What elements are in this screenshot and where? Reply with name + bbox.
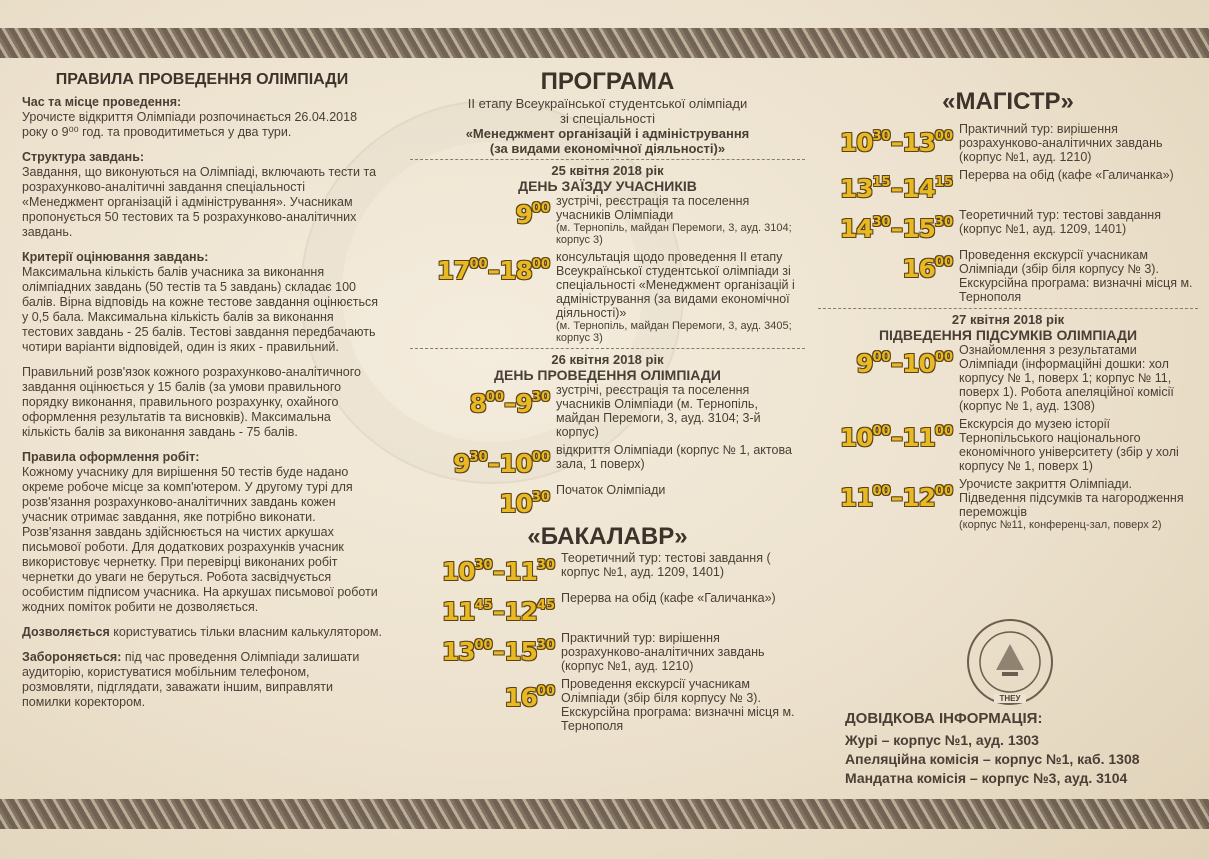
master-column <box>818 88 1198 535</box>
master-schedule <box>818 122 1198 304</box>
time-start-hour: 11 <box>441 597 475 626</box>
schedule-desc <box>561 631 805 673</box>
rule-section <box>22 150 382 240</box>
schedule-time <box>410 443 556 479</box>
reference-info <box>845 710 1195 788</box>
time-start-min: 00 <box>872 350 891 365</box>
rule-text: Урочисте відкриття Олімпіади розпочинається 26.04.2018 року о 9⁰⁰ год. та проводитиметься у два тури. <box>22 110 358 139</box>
time-start-min: 30 <box>872 215 891 230</box>
rule-section <box>22 450 382 615</box>
reference-title: ДОВІДКОВА ІНФОРМАЦІЯ: <box>845 710 1043 727</box>
schedule-text: Початок Олімпіади <box>556 483 666 497</box>
schedule-item <box>410 250 805 344</box>
schedule-item <box>410 677 805 733</box>
day1-heading: ДЕНЬ ЗАЇЗДУ УЧАСНИКІВ <box>518 178 697 194</box>
time-end-min: 45 <box>536 598 555 613</box>
schedule-item <box>818 417 1198 473</box>
schedule-desc <box>561 591 776 605</box>
schedule-time <box>410 551 561 587</box>
rule-section <box>22 250 382 355</box>
schedule-text: Ознайомлення з результатами Олімпіади (інформаційні дошки: хол корпусу № 1, поверх 1; корпус № 11, поверх 1). Робота апеляційної комісії (корпус № 1, ауд. 1308) <box>959 343 1174 413</box>
rule-heading: Критерії оцінювання завдань: <box>22 250 209 264</box>
time-start-hour: 17 <box>436 256 470 285</box>
rule-heading: Час та місце проведення: <box>22 95 182 109</box>
schedule-time <box>818 248 959 284</box>
day2-schedule <box>410 383 805 519</box>
time-start-min: 15 <box>872 175 891 190</box>
time-start-min: 30 <box>474 558 493 573</box>
schedule-item <box>818 477 1198 531</box>
rule-text: Кожному учаснику для вирішення 50 тестів буде надано окреме робоче місце за комп'ютером. У другому турі для розв'язання розрахунково-аналітичних завдань кожен учасник отримає завдання, яке потрібно виконати. Розв'язання завдань здійснюється на чистих аркушах письмової роботи. Для додаткових розрахунків учасник використовує чернетку. При перевірці виконаних робіт чернетки до уваги не беруться. Робота засвідчується особистим підписом учасника. На аркушах письмової роботи жодних поміток робити не дозволяється. <box>22 465 378 614</box>
schedule-item <box>818 248 1198 304</box>
day1-schedule <box>410 194 805 344</box>
schedule-item <box>818 122 1198 164</box>
time-start-min: 30 <box>469 450 488 465</box>
time-dash: – <box>890 349 903 378</box>
schedule-time <box>410 631 561 667</box>
schedule-text: Урочисте закриття Олімпіади. Підведення підсумків та нагородження переможців <box>959 477 1184 519</box>
schedule-desc <box>561 551 805 579</box>
schedule-text: Перерва на обід (кафе «Галичанка») <box>561 591 776 605</box>
schedule-text: Теоретичний тур: тестові завдання ( корпус №1, ауд. 1209, 1401) <box>561 551 771 579</box>
master-title: «МАГІСТР» <box>942 88 1074 115</box>
time-end-hour: 11 <box>902 423 935 452</box>
day1-date: 25 квітня 2018 рік <box>551 163 664 178</box>
schedule-text: Теоретичний тур: тестові завдання (корпус №1, ауд. 1209, 1401) <box>959 208 1161 236</box>
bachelor-schedule <box>410 551 805 733</box>
time-start-hour: 13 <box>839 174 873 203</box>
time-end-hour: 15 <box>504 637 537 666</box>
divider <box>410 159 805 160</box>
rule-section <box>22 95 382 140</box>
time-dash: – <box>487 256 500 285</box>
time-end-min: 30 <box>531 390 550 405</box>
schedule-desc <box>556 383 805 439</box>
schedule-time <box>410 483 556 519</box>
schedule-item <box>818 168 1198 204</box>
schedule-desc <box>959 343 1198 413</box>
time-end-hour: 10 <box>499 449 532 478</box>
rules-sections <box>22 95 382 615</box>
reference-line: Мандатна комісія – корпус №3, ауд. 3104 <box>845 770 1128 786</box>
forbidden-label: Забороняється: <box>22 650 122 664</box>
schedule-text: Екскурсія до музею історії Тернопільського національного економічного університету (збір у холі корпусу № 1, поверх 1) <box>959 417 1179 473</box>
schedule-time <box>818 122 959 158</box>
reference-lines <box>845 731 1195 788</box>
schedule-text: Перерва на обід (кафе «Галичанка») <box>959 168 1174 182</box>
day3-schedule <box>818 343 1198 531</box>
schedule-desc <box>959 417 1198 473</box>
schedule-text: Практичний тур: вирішення розрахунково-аналітичних завдань (корпус №1, ауд. 1210) <box>959 122 1163 164</box>
schedule-text: Проведення екскурсії учасникам Олімпіади (збір біля корпусу № 3). Екскурсійна програма: визначні місця м. Тернополя <box>561 677 795 733</box>
schedule-time <box>818 168 959 204</box>
program-column <box>410 68 805 737</box>
schedule-item <box>818 208 1198 244</box>
schedule-time <box>818 477 959 513</box>
day3-date: 27 квітня 2018 рік <box>951 312 1065 327</box>
forbidden-paragraph <box>22 650 382 710</box>
allowed-paragraph <box>22 625 382 640</box>
schedule-desc <box>959 168 1174 182</box>
schedule-time <box>410 250 556 286</box>
time-end-hour: 12 <box>902 483 935 512</box>
schedule-text: Проведення екскурсії учасникам Олімпіади (збір біля корпусу № 3). Екскурсійна програма: визначні місця м. Тернополя <box>959 248 1193 304</box>
schedule-desc <box>556 483 665 497</box>
rule-section <box>22 365 382 440</box>
time-start-min: 30 <box>531 490 550 505</box>
schedule-item <box>410 591 805 627</box>
program-sub-3: «Менеджмент організацій і адміністрування <box>465 126 750 141</box>
time-dash: – <box>890 214 903 243</box>
time-end-hour: 14 <box>902 174 935 203</box>
time-start-min: 30 <box>872 129 891 144</box>
program-sub-2: зі спеціальності <box>560 111 655 126</box>
schedule-text: зустрічі, реєстрація та поселення учасників Олімпіади (м. Тернопіль, майдан Перемоги, 3, ауд. 3104; 3-й корпус) <box>556 383 761 439</box>
time-end-hour: 15 <box>902 214 935 243</box>
schedule-desc <box>561 677 805 733</box>
time-start-min: 00 <box>469 257 488 272</box>
schedule-desc <box>556 443 805 471</box>
schedule-text: зустрічі, реєстрація та поселення учасників Олімпіади <box>556 194 750 222</box>
program-title: ПРОГРАМА <box>540 68 675 95</box>
time-start-min: 00 <box>536 684 555 699</box>
time-end-hour: 10 <box>902 349 935 378</box>
divider <box>818 308 1198 309</box>
divider <box>410 348 805 349</box>
schedule-desc <box>959 477 1198 531</box>
university-logo-icon <box>966 618 1054 706</box>
rules-title: ПРАВИЛА ПРОВЕДЕННЯ ОЛІМПІАДИ <box>55 71 349 88</box>
schedule-desc <box>556 250 805 344</box>
time-start-hour: 14 <box>839 214 873 243</box>
time-start-hour: 11 <box>839 483 873 512</box>
schedule-time <box>410 677 561 713</box>
time-dash: – <box>492 637 505 666</box>
schedule-location: (м. Тернопіль, майдан Перемоги, 3, ауд. 3104; корпус 3) <box>556 222 792 246</box>
time-end-min: 00 <box>531 257 550 272</box>
time-start-hour: 10 <box>441 557 475 586</box>
schedule-desc <box>556 194 805 246</box>
time-start-min: 00 <box>531 201 550 216</box>
rule-heading: Правила оформлення робіт: <box>22 450 200 464</box>
day2-date: 26 квітня 2018 рік <box>551 352 664 367</box>
time-start-hour: 16 <box>902 254 935 283</box>
schedule-item <box>410 443 805 479</box>
schedule-time <box>410 194 556 230</box>
time-start-hour: 8 <box>469 389 486 418</box>
time-end-min: 00 <box>934 129 953 144</box>
schedule-location: (корпус №11, конференц-зал, поверх 2) <box>959 519 1162 531</box>
time-end-hour: 11 <box>504 557 537 586</box>
logo-text: ТНЕУ <box>994 694 1026 703</box>
time-end-hour: 13 <box>902 128 935 157</box>
time-dash: – <box>487 449 500 478</box>
schedule-text: консультація щодо проведення ІІ етапу Всеукраїнської студентської олімпіади зі спеціальності «Менеджмент організацій і адміністрування (за видами економічної діяльності)» <box>556 250 795 320</box>
program-sub-4: (за видами економічної діяльності)» <box>489 141 726 156</box>
time-end-min: 00 <box>934 484 953 499</box>
schedule-item <box>410 631 805 673</box>
schedule-location: (м. Тернопіль, майдан Перемоги, 3, ауд. 3405; корпус 3) <box>556 320 792 344</box>
day2-heading: ДЕНЬ ПРОВЕДЕННЯ ОЛІМПІАДИ <box>494 367 721 383</box>
decorative-rope-top <box>0 28 1209 58</box>
bachelor-title: «БАКАЛАВР» <box>527 523 688 550</box>
program-sub-1: ІІ етапу Всеукраїнської студентської олімпіади <box>467 96 748 111</box>
time-end-hour: 18 <box>499 256 532 285</box>
time-end-hour: 9 <box>515 389 532 418</box>
time-end-min: 15 <box>934 175 953 190</box>
time-dash: – <box>890 174 903 203</box>
time-dash: – <box>890 483 903 512</box>
time-start-hour: 10 <box>839 423 873 452</box>
schedule-item <box>410 483 805 519</box>
time-dash: – <box>492 557 505 586</box>
university-logo <box>966 618 1054 706</box>
time-start-hour: 10 <box>839 128 873 157</box>
rule-heading: Структура завдань: <box>22 150 145 164</box>
time-dash: – <box>890 128 903 157</box>
time-end-min: 00 <box>934 350 953 365</box>
schedule-text: Практичний тур: вирішення розрахунково-аналітичних завдань (корпус №1, ауд. 1210) <box>561 631 765 673</box>
rule-text: Правильний розв'язок кожного розрахунково-аналітичного завдання оцінюється у 15 балів (за умови правильного порядку виконання, правильного розрахунку, охайного оформлення результатів та висновків). Максимальна кількість балів за виконання завдань - 75 балів. <box>22 365 361 439</box>
reference-line: Журі – корпус №1, ауд. 1303 <box>845 732 1039 748</box>
allowed-text: користуватись тільки власним калькулятором. <box>109 625 382 639</box>
schedule-time <box>818 417 959 453</box>
decorative-rope-bottom <box>0 799 1209 829</box>
time-start-hour: 9 <box>453 449 470 478</box>
time-end-min: 30 <box>536 558 555 573</box>
time-start-min: 00 <box>872 484 891 499</box>
time-start-hour: 9 <box>515 200 532 229</box>
schedule-item <box>410 383 805 439</box>
schedule-desc <box>959 208 1198 236</box>
time-end-min: 30 <box>934 215 953 230</box>
rule-text: Завдання, що виконуються на Олімпіаді, включають тести та розрахунково-аналітичні завдання спеціальності «Менеджмент організацій і адміністрування». Учасникам пропонується 50 тестових та 5 розрахунково-аналітичних завдань. <box>22 165 377 239</box>
schedule-item <box>410 194 805 246</box>
forbidden-text: під час проведення Олімпіади залишати аудиторію, користуватися мобільним телефоном, розмовляти, підглядати, заважати іншим, виправляти помилки коректором. <box>22 650 360 709</box>
time-start-min: 00 <box>872 424 891 439</box>
schedule-item <box>410 551 805 587</box>
schedule-desc <box>959 248 1198 304</box>
time-end-min: 00 <box>934 424 953 439</box>
time-end-hour: 12 <box>504 597 537 626</box>
time-end-min: 30 <box>536 638 555 653</box>
schedule-time <box>818 343 959 379</box>
rules-column <box>22 72 382 720</box>
time-dash: – <box>504 389 516 418</box>
day3-heading: ПІДВЕДЕННЯ ПІДСУМКІВ ОЛІМПІАДИ <box>878 327 1138 343</box>
time-start-min: 00 <box>485 390 504 405</box>
schedule-time <box>410 383 556 419</box>
schedule-text: відкриття Олімпіади (корпус № 1, актова зала, 1 поверх) <box>556 443 792 471</box>
time-start-hour: 9 <box>856 349 873 378</box>
schedule-time <box>410 591 561 627</box>
time-end-min: 00 <box>531 450 550 465</box>
time-start-min: 00 <box>474 638 493 653</box>
rule-text: Максимальна кількість балів учасника за виконання олімпіадних завдань (50 тестів та 5 завдань) складає 100 балів. Вірна відповідь на кожне тестове завдання оцінюється у 0,5 бала. Максимальна кількість балів за виконання тестових завдань - 25 балів. Тестові завдання передбачають чотири варіанти відповідей, один із яких - правильний. <box>22 265 378 354</box>
reference-line: Апеляційна комісія – корпус №1, каб. 1308 <box>845 751 1140 767</box>
schedule-desc <box>959 122 1198 164</box>
schedule-item <box>818 343 1198 413</box>
time-dash: – <box>492 597 505 626</box>
time-start-hour: 16 <box>504 683 537 712</box>
allowed-label: Дозволяється <box>22 625 110 639</box>
time-start-min: 45 <box>474 598 493 613</box>
time-start-min: 00 <box>934 255 953 270</box>
time-start-hour: 13 <box>441 637 475 666</box>
time-start-hour: 10 <box>499 489 532 518</box>
schedule-time <box>818 208 959 244</box>
time-dash: – <box>890 423 903 452</box>
